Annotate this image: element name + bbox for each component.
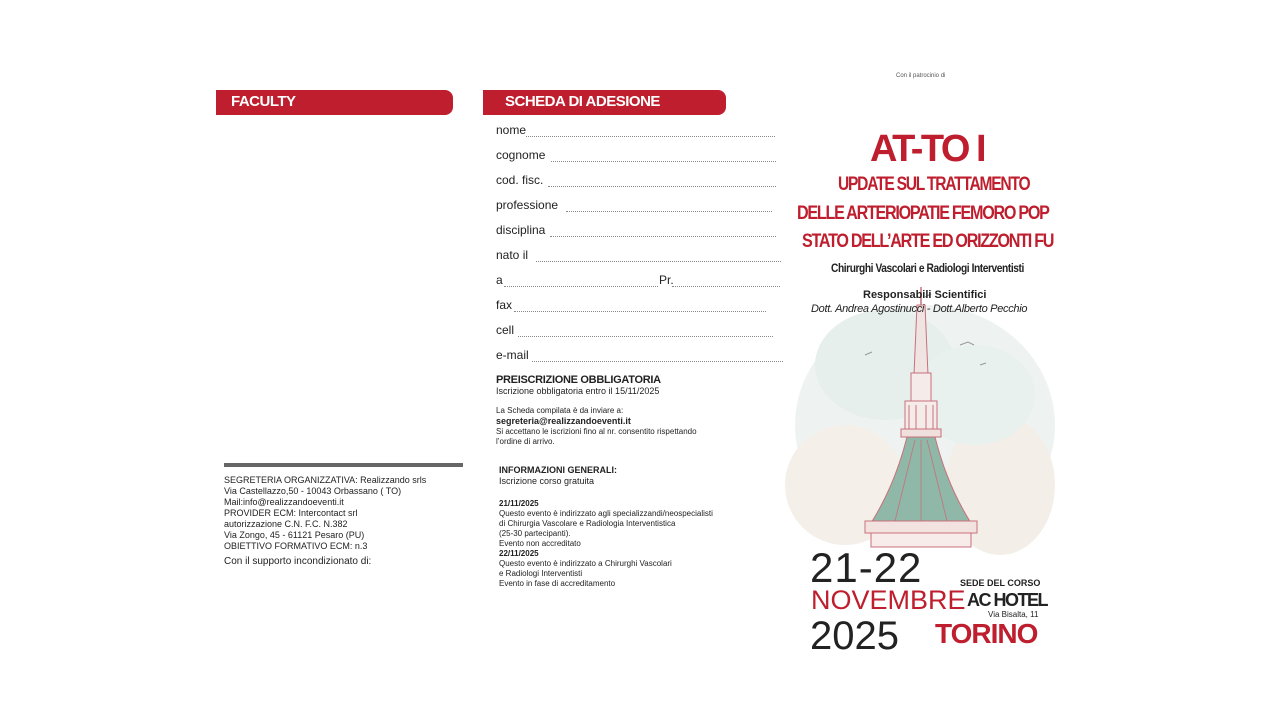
event-title: AT-TO I	[870, 128, 985, 170]
field-cognome[interactable]	[496, 148, 786, 164]
event-audience: Chirurghi Vascolari e Radiologi Interventisti	[831, 261, 1024, 275]
field-cell[interactable]	[496, 323, 786, 339]
registration-block	[496, 374, 786, 447]
registration-title: PREISCRIZIONE OBBLIGATORIA	[496, 374, 661, 386]
secretariat-block	[224, 475, 474, 567]
event-month: NOVEMBRE	[811, 585, 966, 615]
info-title: INFORMAZIONI GENERALI:	[499, 465, 617, 475]
registration-note: l’ordine di arrivo.	[496, 437, 555, 446]
venue-label: SEDE DEL CORSO	[960, 578, 1041, 588]
registration-note: Si accettano le iscrizioni fino al nr. consentito rispettando	[496, 427, 697, 436]
venue-city: TORINO	[935, 618, 1038, 649]
day1-date: 21/11/2025	[499, 499, 539, 508]
form-header-label: SCHEDA DI ADESIONE	[505, 93, 660, 110]
field-label: cod. fisc.	[496, 173, 544, 187]
responsabili-names: Dott. Andrea Agostinucci - Dott.Alberto Pecchio	[811, 303, 1028, 315]
field-label: cognome	[496, 148, 546, 162]
secretariat-line: PROVIDER ECM: Intercontact srl	[224, 508, 358, 518]
secretariat-line: Mail:info@realizzandoeventi.it	[224, 497, 344, 507]
responsabili-title: Responsabili Scientifici	[863, 289, 987, 301]
secretariat-line: Via Zongo, 45 - 61121 Pesaro (PU)	[224, 530, 365, 540]
field-email[interactable]	[496, 348, 786, 364]
field-professione[interactable]	[496, 198, 786, 214]
registration-email[interactable]: segreteria@realizzandoeventi.it	[496, 416, 631, 426]
day1-line: Evento non accreditato	[499, 539, 581, 548]
form-header	[483, 90, 726, 115]
field-label: disciplina	[496, 223, 546, 237]
field-label: e-mail	[496, 348, 529, 362]
day2-line: Evento in fase di accreditamento	[499, 579, 616, 588]
registration-deadline: Iscrizione obbligatoria entro il 15/11/2025	[496, 386, 660, 396]
field-fax[interactable]	[496, 298, 786, 314]
secretariat-line: Via Castellazzo,50 - 10043 Orbassano ( TO)	[224, 486, 402, 496]
field-pr-label: Pr.	[659, 273, 674, 287]
support-label: Con il supporto incondizionato di:	[224, 556, 372, 567]
field-label: a	[496, 273, 503, 287]
info-free: Iscrizione corso gratuita	[499, 476, 595, 486]
day1-line: Questo evento è indirizzato agli specializzandi/neospecialisti	[499, 509, 713, 518]
event-year: 2025	[810, 614, 899, 658]
secretariat-line: OBIETTIVO FORMATIVO ECM: n.3	[224, 541, 368, 551]
field-cod-fisc[interactable]	[496, 173, 786, 189]
field-label: cell	[496, 323, 515, 337]
event-subtitle: DELLE ARTERIOPATIE FEMORO POP	[797, 203, 1049, 224]
field-label: nato il	[496, 248, 529, 262]
field-nato-il[interactable]	[496, 248, 786, 264]
field-disciplina[interactable]	[496, 223, 786, 239]
faculty-header-label: FACULTY	[231, 93, 296, 110]
registration-send-line: La Scheda compilata è da inviare a:	[496, 406, 624, 415]
field-label: nome	[496, 123, 527, 137]
faculty-header	[216, 90, 453, 115]
secretariat-line: SEGRETERIA ORGANIZZATIVA: Realizzando srls	[224, 475, 427, 485]
event-subtitle-clip	[780, 200, 1054, 260]
day1-line: di Chirurgia Vascolare e Radiologia Interventistica	[499, 519, 676, 528]
venue-name: AC HOTEL	[967, 590, 1047, 610]
day2-line: Questo evento è indirizzato a Chirurghi Vascolari	[499, 559, 672, 568]
event-subtitle: STATO DELL’ARTE ED ORIZZONTI FU	[802, 231, 1054, 252]
venue-address: Via Bisalta, 11	[988, 610, 1039, 619]
day2-date: 22/11/2025	[499, 549, 539, 558]
day2-line: e Radiologi Interventisti	[499, 569, 583, 578]
event-days: 21-22	[810, 544, 923, 591]
field-a[interactable]	[496, 273, 786, 289]
info-block	[499, 465, 789, 589]
divider	[224, 463, 463, 467]
secretariat-line: autorizzazione C.N. F.C. N.382	[224, 519, 348, 529]
field-label: fax	[496, 298, 513, 312]
field-nome[interactable]	[496, 123, 786, 139]
event-subtitle: UPDATE SUL TRATTAMENTO	[838, 174, 1030, 195]
day1-line: (25-30 partecipanti).	[499, 529, 571, 538]
mole-antonelliana-illustration	[775, 285, 1060, 585]
patronage-label: Con il patrocinio di	[896, 73, 946, 79]
field-label: professione	[496, 198, 559, 212]
